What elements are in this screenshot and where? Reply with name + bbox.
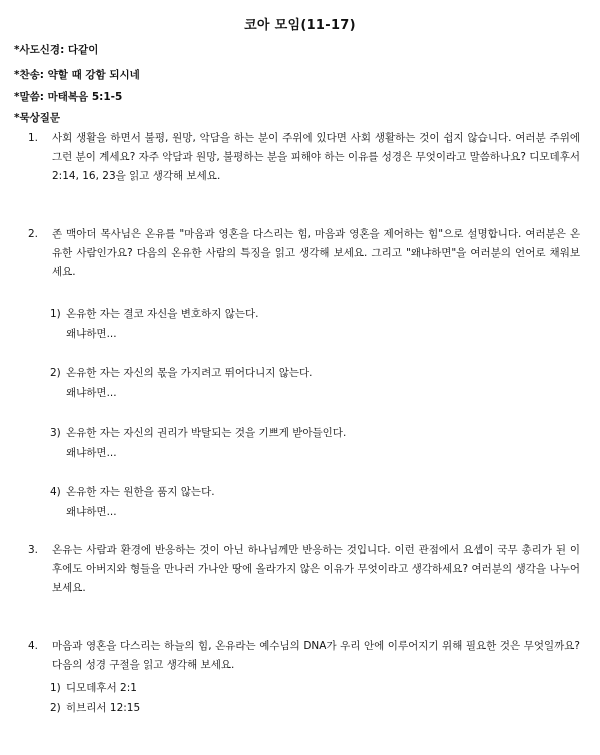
question-text: 존 맥아더 목사님은 온유를 "마음과 영혼을 다스리는 힘, 마음과 영혼을 제어하는 힘"으로 설명합니다. 여러분은 온유한 사람인가요? 다음의 온유한 사람의 특징을 읽고 생각해 보세요. 그리고 "왜냐하면"을 여러분의 언어로 채워보세요. xyxy=(52,228,580,278)
question-number: 2. xyxy=(28,228,39,240)
ref-text: 히브리서 12:15 xyxy=(66,702,141,714)
apostles-creed-line: *사도신경: 다같이 xyxy=(14,44,99,56)
question-number: 4. xyxy=(28,640,39,652)
trait-item-1 xyxy=(50,304,570,344)
trait-text: 온유한 자는 자신의 몫을 가지려고 뛰어다니지 않는다. xyxy=(66,367,313,379)
trait-number: 3) xyxy=(50,427,61,439)
ref-text: 디모데후서 2:1 xyxy=(66,682,137,694)
trait-item-4 xyxy=(50,482,570,522)
meditation-heading: *묵상질문 xyxy=(14,112,61,124)
question-4 xyxy=(28,637,580,675)
ref-number: 1) xyxy=(50,682,61,694)
hymn-line: *찬송: 약할 때 강함 되시네 xyxy=(14,69,140,81)
question-number: 1. xyxy=(28,132,39,144)
because-prompt: 왜냐하면... xyxy=(66,506,117,518)
trait-number: 4) xyxy=(50,486,61,498)
question-1 xyxy=(28,129,580,186)
question-number: 3. xyxy=(28,544,39,556)
trait-text: 온유한 자는 원한을 품지 않는다. xyxy=(66,486,215,498)
ref-number: 2) xyxy=(50,702,61,714)
because-prompt: 왜냐하면... xyxy=(66,447,117,459)
trait-text: 온유한 자는 결코 자신을 변호하지 않는다. xyxy=(66,308,259,320)
scripture-line: *말씀: 마태복음 5:1-5 xyxy=(14,91,123,103)
trait-item-2 xyxy=(50,363,570,403)
because-prompt: 왜냐하면... xyxy=(66,328,117,340)
question-text: 마음과 영혼을 다스리는 하늘의 힘, 온유라는 예수님의 DNA가 우리 안에 이루어지기 위해 필요한 것은 무엇일까요? 다음의 성경 구절을 읽고 생각해 보세요. xyxy=(52,640,580,671)
scripture-ref-1 xyxy=(50,678,570,698)
page-title: 코아 모임(11-17) xyxy=(244,18,356,33)
question-2 xyxy=(28,225,580,282)
question-text: 온유는 사람과 환경에 반응하는 것이 아닌 하나님께만 반응하는 것입니다. 이런 관점에서 요셉이 국무 총리가 된 이후에도 아버지와 형들을 만나러 가나안 땅에 올라가지 않은 이유가 무엇이라고 생각하세요? 여러분의 생각을 나누어 보세요. xyxy=(52,544,580,594)
question-3 xyxy=(28,541,580,598)
trait-number: 2) xyxy=(50,367,61,379)
question-text: 사회 생활을 하면서 불평, 원망, 악담을 하는 분이 주위에 있다면 사회 생활하는 것이 쉽지 않습니다. 여러분 주위에 그런 분이 계세요? 자주 악담과 원망, 불평하는 분을 피해야 하는 이유를 성경은 무엇이라고 말씀하나요? 디모데후서 2:14, 16, 23을 읽고 생각해 보세요. xyxy=(52,132,580,182)
because-prompt: 왜냐하면... xyxy=(66,387,117,399)
scripture-ref-2 xyxy=(50,698,570,718)
trait-item-3 xyxy=(50,423,570,463)
trait-number: 1) xyxy=(50,308,61,320)
trait-text: 온유한 자는 자신의 권리가 박탈되는 것을 기쁘게 받아들인다. xyxy=(66,427,347,439)
